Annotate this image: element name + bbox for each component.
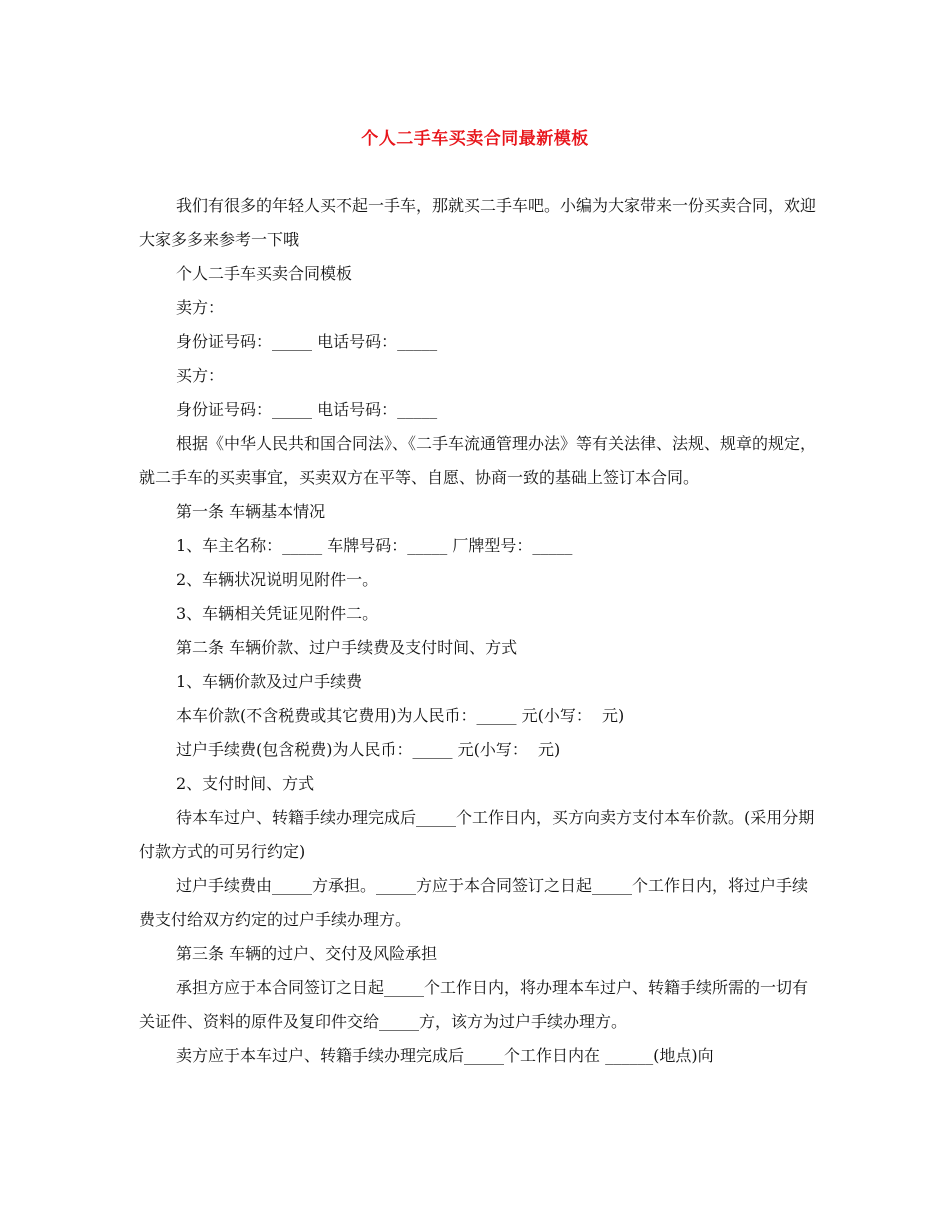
price-subheading: 1、车辆价款及过户手续费 [176,672,363,691]
transfer-fee-line: 过户手续费(包含税费)为人民币：_____ 元(小写： 元) [176,740,561,759]
intro-paragraph: 我们有很多的年轻人买不起一手车，那就买二手车吧。小编为大家带来一份买卖合同，欢迎大家多多来参考一下哦 [139,196,817,249]
seller-label: 卖方： [176,298,225,317]
payment-subheading: 2、支付时间、方式 [176,774,315,793]
transfer-documents-paragraph: 承担方应于本合同签订之日起_____个工作日内，将办理本车过户、转籍手续所需的一切有关证件、资料的原件及复印件交给_____方，该方为过户手续办理方。 [139,978,809,1031]
article-1-heading: 第一条 车辆基本情况 [176,502,326,521]
payment-terms-paragraph: 待本车过户、转籍手续办理完成后_____个工作日内，买方向卖方支付本车价款。(采用分期付款方式的可另行约定) [139,808,815,861]
article-3-heading: 第三条 车辆的过户、交付及风险承担 [176,944,438,963]
vehicle-condition-line: 2、车辆状况说明见附件一。 [176,570,379,589]
seller-id-phone: 身份证号码：_____ 电话号码：_____ [176,332,438,351]
transfer-fee-terms-paragraph: 过户手续费由_____方承担。_____方应于本合同签订之日起_____个工作日内，将过户手续费支付给双方约定的过户手续办理方。 [139,876,809,929]
buyer-label: 买方： [176,366,225,385]
vehicle-documents-line: 3、车辆相关凭证见附件二。 [176,604,379,623]
article-2-heading: 第二条 车辆价款、过户手续费及支付时间、方式 [176,638,518,657]
vehicle-price-line: 本车价款(不含税费或其它费用)为人民币：_____ 元(小写： 元) [176,706,625,725]
document-body [139,189,819,1073]
document-title: 个人二手车买卖合同最新模板 [361,129,589,149]
delivery-paragraph: 卖方应于本车过户、转籍手续办理完成后_____个工作日内在 ______(地点)向 [176,1046,714,1065]
template-subtitle: 个人二手车买卖合同模板 [176,264,353,283]
buyer-id-phone: 身份证号码：_____ 电话号码：_____ [176,400,438,419]
vehicle-info-line: 1、车主名称：_____ 车牌号码：_____ 厂牌型号：_____ [176,536,573,555]
legal-basis-paragraph: 根据《中华人民共和国合同法》、《二手车流通管理办法》等有关法律、法规、规章的规定，就二手车的买卖事宜，买卖双方在平等、自愿、协商一致的基础上签订本合同。 [139,434,817,487]
